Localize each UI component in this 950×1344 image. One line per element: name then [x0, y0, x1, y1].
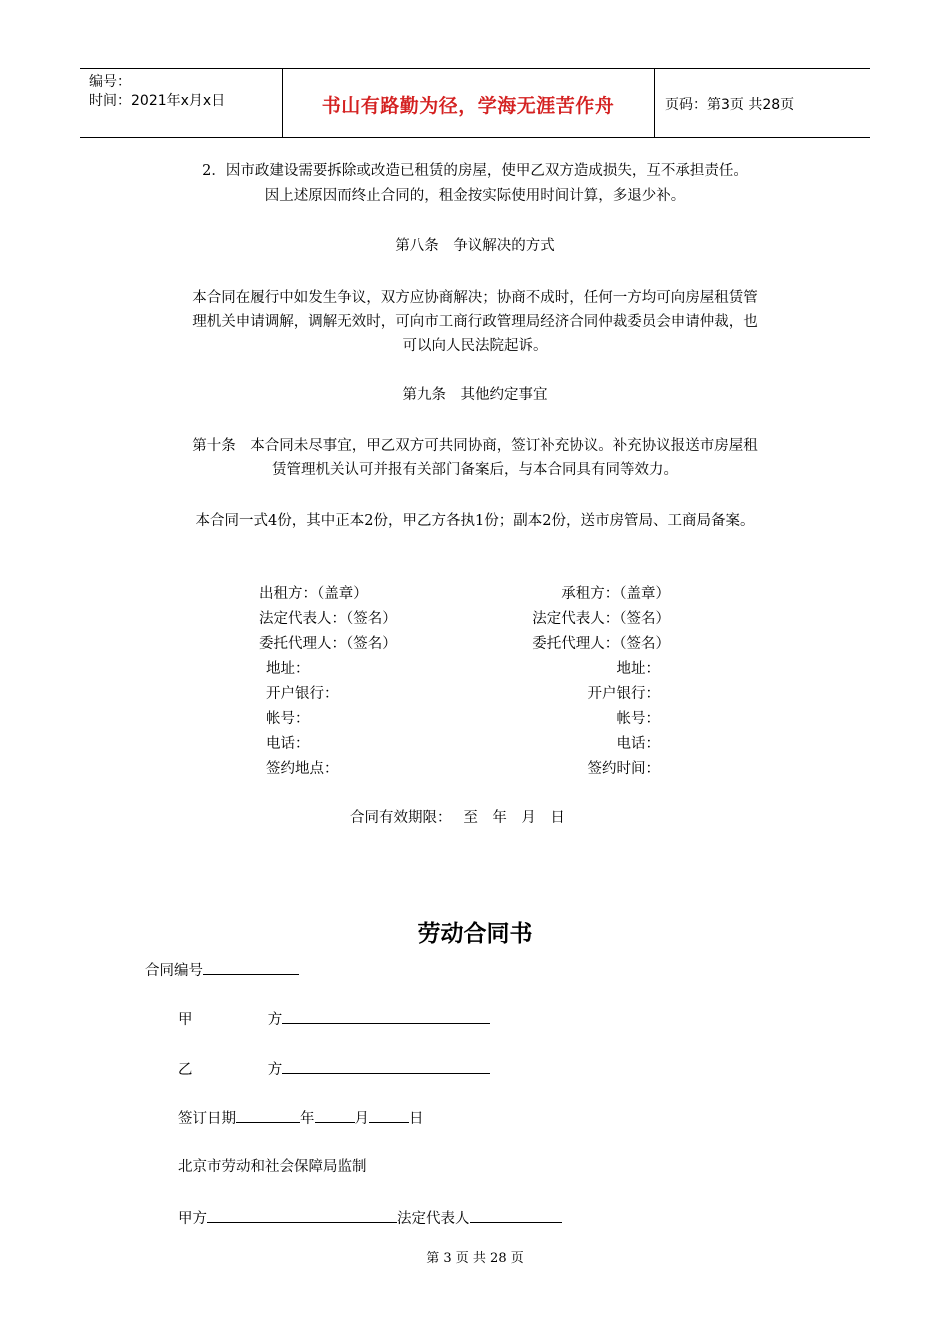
account-left: 帐号： — [266, 711, 310, 727]
bank-left: 开户银行： — [266, 686, 339, 702]
party-a-label-2: 方 — [267, 1012, 283, 1028]
validity-period: 合同有效期限： 至 年 月 日 — [350, 810, 565, 826]
contract-number-label: 合同编号 — [145, 963, 203, 979]
legal-rep-label: 法定代表人 — [397, 1211, 470, 1227]
legal-rep-right: 法定代表人：（签名） — [532, 611, 670, 627]
article8-line2: 理机关申请调解，调解无效时，可向市工商行政管理局经济合同仲裁委员会申请仲裁，也 — [192, 314, 758, 330]
contract-number-row — [145, 959, 299, 981]
agent-right: 委托代理人：（签名） — [532, 636, 670, 652]
party-a-name-blank — [207, 1207, 397, 1223]
lessor-label: 出租方：（盖章） — [259, 586, 368, 602]
bank-right: 开户银行： — [587, 686, 660, 702]
sign-time-label: 签约时间： — [587, 761, 660, 777]
labor-contract-title: 劳动合同书 — [417, 921, 533, 947]
article10-line2: 赁管理机关认可并报有关部门备案后，与本合同具有同等效力。 — [272, 462, 678, 478]
address-left: 地址： — [266, 661, 310, 677]
address-right: 地址： — [616, 661, 660, 677]
party-b-label-2: 方 — [267, 1062, 283, 1078]
phone-left: 电话： — [266, 736, 310, 752]
para1-line1: 2．因市政建设需要拆除或改造已租赁的房屋，使甲乙双方造成损失，互不承担责任。 — [202, 163, 748, 179]
sign-date-row — [178, 1107, 424, 1129]
article9-heading: 第九条 其他约定事宜 — [402, 387, 548, 403]
party-a-blank — [282, 1008, 490, 1024]
party-b-label-1: 乙 — [178, 1062, 193, 1078]
copies-line: 本合同一式4份，其中正本2份，甲乙方各执1份；副本2份，送市房管局、工商局备案。 — [195, 513, 755, 529]
supervisor-line: 北京市劳动和社会保障局监制 — [178, 1159, 367, 1175]
header-time-label: 时间：2021年x月x日 — [89, 93, 226, 109]
sign-month-label: 月 — [354, 1111, 369, 1127]
lessee-label: 承租方：（盖章） — [561, 586, 670, 602]
party-a-detail-row — [178, 1207, 562, 1229]
header-page-info: 页码：第3页 共28页 — [665, 97, 795, 113]
header-divider-right — [654, 69, 655, 137]
sign-year-label: 年 — [300, 1111, 315, 1127]
legal-rep-left: 法定代表人：（签名） — [259, 611, 397, 627]
sign-day-label: 日 — [409, 1111, 424, 1127]
party-a-label-1: 甲 — [178, 1012, 193, 1028]
header-motto: 书山有路勤为径，学海无涯苦作舟 — [321, 95, 615, 117]
account-right: 帐号： — [616, 711, 660, 727]
party-a-row — [178, 1008, 490, 1030]
page-footer: 第 3 页 共 28 页 — [426, 1251, 524, 1266]
para1-line2: 因上述原因而终止合同的，租金按实际使用时间计算，多退少补。 — [264, 188, 686, 204]
sign-year-blank — [236, 1107, 300, 1123]
agent-left: 委托代理人：（签名） — [259, 636, 397, 652]
contract-number-blank — [203, 959, 299, 975]
article8-heading: 第八条 争议解决的方式 — [395, 238, 555, 254]
sign-date-label: 签订日期 — [178, 1111, 236, 1127]
phone-right: 电话： — [616, 736, 660, 752]
header-number-label: 编号： — [89, 74, 131, 90]
party-a-short-label: 甲方 — [178, 1211, 207, 1227]
legal-rep-blank — [470, 1207, 562, 1223]
article8-line1: 本合同在履行中如发生争议，双方应协商解决；协商不成时，任何一方均可向房屋租赁管 — [192, 290, 758, 306]
article8-line3: 可以向人民法院起诉。 — [402, 338, 548, 354]
article10-line1: 第十条 本合同未尽事宜，甲乙双方可共同协商，签订补充协议。补充协议报送市房屋租 — [192, 438, 758, 454]
sign-month-blank — [315, 1107, 355, 1123]
header-meta — [89, 73, 225, 111]
party-b-row — [178, 1058, 490, 1080]
sign-day-blank — [369, 1107, 409, 1123]
party-b-blank — [282, 1058, 490, 1074]
document-header — [80, 68, 870, 138]
sign-place-label: 签约地点： — [266, 761, 339, 777]
